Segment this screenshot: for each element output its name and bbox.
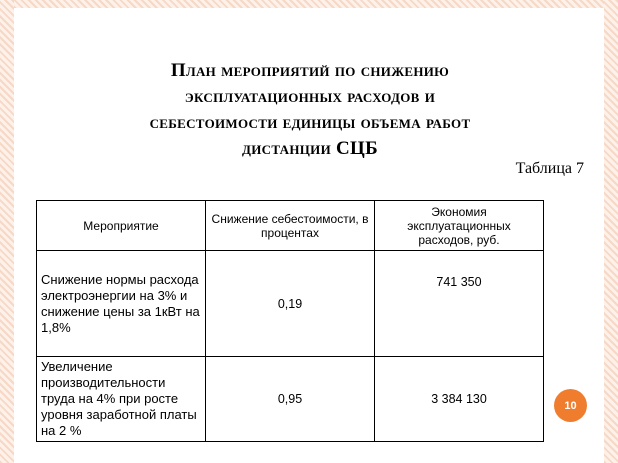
header-measure: Мероприятие xyxy=(37,201,206,251)
table-row xyxy=(37,357,544,442)
page-number-badge: 10 xyxy=(554,389,587,422)
header-cost-reduction: Снижение себестоимости, в процентах xyxy=(206,201,375,251)
title-line-4: дистанции СЦБ xyxy=(241,138,378,159)
table-header-row xyxy=(37,201,544,251)
header-savings: Экономия эксплуатационных расходов, руб. xyxy=(375,201,544,251)
cell-measure: Снижение нормы расхода электроэнергии на 3% и снижение цены за 1кВт на 1,8% xyxy=(37,251,206,357)
left-decorative-border xyxy=(0,0,14,463)
title-line-1: План мероприятий по снижению xyxy=(170,60,450,81)
title-line-3: себестоимости единицы объема работ xyxy=(149,112,471,133)
table-row xyxy=(37,251,544,357)
table-label: Таблица 7 xyxy=(515,160,584,177)
cell-measure: Увеличение производительности труда на 4% при росте уровня заработной платы на 2 % xyxy=(37,357,206,442)
cell-savings: 741 350 xyxy=(375,251,544,357)
cell-cost-reduction: 0,19 xyxy=(206,251,375,357)
right-decorative-border xyxy=(604,0,618,463)
top-decorative-border xyxy=(14,0,604,8)
measures-table xyxy=(36,200,544,442)
slide-title xyxy=(40,58,580,162)
title-line-2: эксплуатационных расходов и xyxy=(184,86,436,107)
cell-savings: 3 384 130 xyxy=(375,357,544,442)
cell-cost-reduction: 0,95 xyxy=(206,357,375,442)
